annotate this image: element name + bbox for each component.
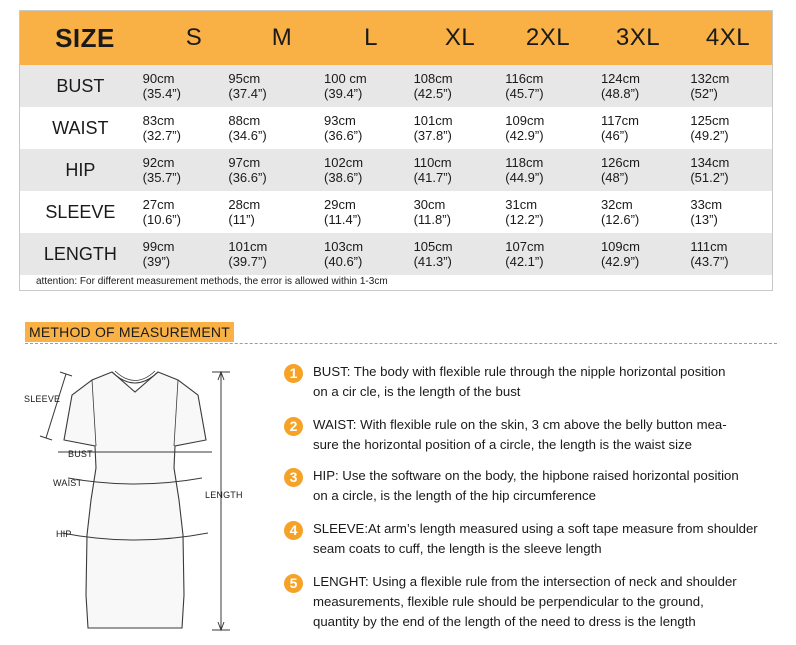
cell-inch: (11”) [228,212,255,227]
sleeve-arrow [46,374,66,438]
table-cell [686,149,772,191]
table-cell [686,191,772,233]
cell-cm: 100 cm [324,71,367,86]
cell-inch: (49.2”) [690,128,729,143]
cell-cm: 29cm [324,197,356,212]
cell-inch: (32.7”) [142,128,181,143]
cell-cm: 116cm [505,71,544,86]
row-label: LENGTH [43,243,117,264]
cell-cm: 83cm [142,113,175,128]
cell-cm: 103cm [324,239,364,254]
cell-inch: (48.8”) [600,86,640,101]
table-row [20,191,772,233]
step-text-line: quantity by the end of the length of the need to dress is the length [313,614,696,629]
cell-inch: (45.7”) [505,86,544,101]
cell-cm: 101cm [228,239,268,254]
table-cell [224,107,310,149]
cell-inch: (39.7”) [228,254,267,269]
size-table-grid [20,11,772,275]
attention-note: attention: For different measurement methods, the error is allowed within 1-3cm [36,276,388,287]
table-cell [408,107,496,149]
header-l: L [364,24,378,51]
table-cell [408,191,496,233]
cell-cm: 33cm [690,197,723,212]
cell-inch: (36.6”) [228,170,267,185]
table-row [20,233,772,275]
cell-cm: 88cm [228,113,261,128]
cell-cm: 132cm [690,71,730,86]
table-cell [141,65,225,107]
step-text [313,362,783,402]
table-cell [224,191,310,233]
cell-cm: 90cm [142,71,175,86]
cell-cm: 107cm [505,239,545,254]
header-s: S [185,24,203,51]
table-cell [141,107,225,149]
cell-inch: (12.6”) [600,212,640,227]
cell-inch: (37.8”) [413,128,452,143]
table-row [20,149,772,191]
header-4xl: 4XL [705,24,751,51]
table-body [20,65,772,275]
table-row [20,65,772,107]
header-3xl: 3XL [615,24,661,51]
step-text-line: WAIST: With flexible rule on the skin, 3 cm above the belly button mea- [313,417,727,432]
cell-inch: (38.6”) [324,170,363,185]
step-text-line: measurements, flexible rule should be perpendicular to the ground, [313,594,704,609]
row-label: WAIST [52,117,109,138]
table-cell [495,191,587,233]
table-cell [495,233,587,275]
step-text [313,415,783,455]
label-sleeve: SLEEVE [24,394,61,404]
table-cell [686,107,772,149]
cell-cm: 118cm [505,155,544,170]
step-text [313,572,783,632]
cell-cm: 28cm [228,197,261,212]
table-cell [587,65,686,107]
table-cell [587,149,686,191]
table-cell [408,233,496,275]
table-cell [310,149,408,191]
cell-cm: 126cm [600,155,640,170]
cell-cm: 30cm [413,197,446,212]
cell-inch: (42.5”) [413,86,452,101]
step-number-badge: 4 [284,521,303,540]
cell-inch: (39.4”) [324,86,363,101]
row-label: BUST [56,75,105,96]
cell-cm: 124cm [600,71,640,86]
step-text-line: seam coats to cuff, the length is the sleeve length [313,541,602,556]
cell-inch: (36.6”) [324,128,363,143]
row-label: SLEEVE [45,201,116,222]
table-cell [587,191,686,233]
cell-cm: 92cm [142,155,175,170]
step-text [313,519,783,559]
table-cell [224,149,310,191]
cell-cm: 109cm [505,113,545,128]
cell-inch: (37.4”) [228,86,267,101]
cell-inch: (39”) [142,254,171,269]
cell-cm: 99cm [142,239,175,254]
cell-cm: 95cm [228,71,261,86]
cell-inch: (11.4”) [324,212,362,227]
table-cell [495,65,587,107]
cell-cm: 101cm [413,113,453,128]
table-cell [141,233,225,275]
table-cell [495,149,587,191]
cell-inch: (11.8”) [413,212,451,227]
row-label: HIP [65,159,96,180]
cell-cm: 109cm [600,239,640,254]
table-cell [310,233,408,275]
cell-inch: (46”) [600,128,629,143]
table-cell [495,107,587,149]
table-cell [587,107,686,149]
cell-inch: (51.2”) [690,170,729,185]
header-size: SIZE [55,22,115,53]
cell-cm: 93cm [324,113,356,128]
table-cell [224,65,310,107]
step-number-badge: 1 [284,364,303,383]
label-length: LENGTH [205,490,243,500]
cell-inch: (44.9”) [505,170,544,185]
cell-inch: (13”) [690,212,718,227]
dashed-divider [25,343,777,344]
cell-cm: 102cm [324,155,364,170]
cell-cm: 105cm [413,239,453,254]
cell-cm: 111cm [690,239,728,254]
table-cell [310,107,408,149]
table-cell [408,149,496,191]
table-cell [686,65,772,107]
table-cell [408,65,496,107]
table-cell [310,65,408,107]
label-bust: BUST [68,449,93,459]
cell-cm: 125cm [690,113,730,128]
cell-cm: 32cm [600,197,633,212]
cell-inch: (35.7”) [142,170,181,185]
step-text-line: sure the horizontal position of a circle, the length is the waist size [313,437,692,452]
dress-outline [64,372,206,628]
cell-inch: (42.9”) [505,128,544,143]
cell-inch: (10.6”) [142,212,181,227]
step-text-line: SLEEVE:At arm’s length measured using a soft tape measure from shoulder [313,521,758,536]
cell-inch: (12.2”) [505,212,544,227]
cell-cm: 27cm [142,197,175,212]
cell-cm: 108cm [413,71,453,86]
step-text-line: HIP: Use the software on the body, the hipbone raised horizontal position [313,468,739,483]
cell-cm: 97cm [228,155,261,170]
cell-cm: 31cm [505,197,538,212]
cell-cm: 117cm [600,113,640,128]
step-text [313,466,783,506]
table-cell [686,233,772,275]
cell-inch: (34.6”) [228,128,267,143]
cell-inch: (41.3”) [413,254,452,269]
step-text-line: BUST: The body with flexible rule through the nipple horizontal position [313,364,726,379]
size-chart-table [19,10,773,291]
step-number-badge: 3 [284,468,303,487]
cell-inch: (48”) [600,170,629,185]
cell-inch: (42.9”) [600,254,640,269]
cell-inch: (42.1”) [505,254,544,269]
cell-inch: (40.6”) [324,254,363,269]
table-cell [141,149,225,191]
cell-cm: 110cm [413,155,452,170]
step-text-line: on a cir cle, is the length of the bust [313,384,521,399]
header-xl: XL [444,24,476,51]
cell-inch: (43.7”) [690,254,729,269]
step-number-badge: 5 [284,574,303,593]
label-hip: HIP [56,529,72,539]
cell-inch: (41.7”) [413,170,452,185]
step-text-line: on a circle, is the length of the hip circumference [313,488,596,503]
table-cell [310,191,408,233]
table-cell [141,191,225,233]
label-waist: WAIST [53,478,83,488]
table-row [20,107,772,149]
header-2xl: 2XL [525,24,571,51]
cell-inch: (35.4”) [142,86,181,101]
header-m: M [271,24,293,51]
table-cell [587,233,686,275]
method-title: METHOD OF MEASUREMENT [25,322,234,342]
cell-cm: 134cm [690,155,730,170]
step-text-line: LENGHT: Using a flexible rule from the intersection of neck and shoulder [313,574,737,589]
table-cell [224,233,310,275]
cell-inch: (52”) [690,86,718,101]
table-header-row [20,11,772,65]
step-number-badge: 2 [284,417,303,436]
